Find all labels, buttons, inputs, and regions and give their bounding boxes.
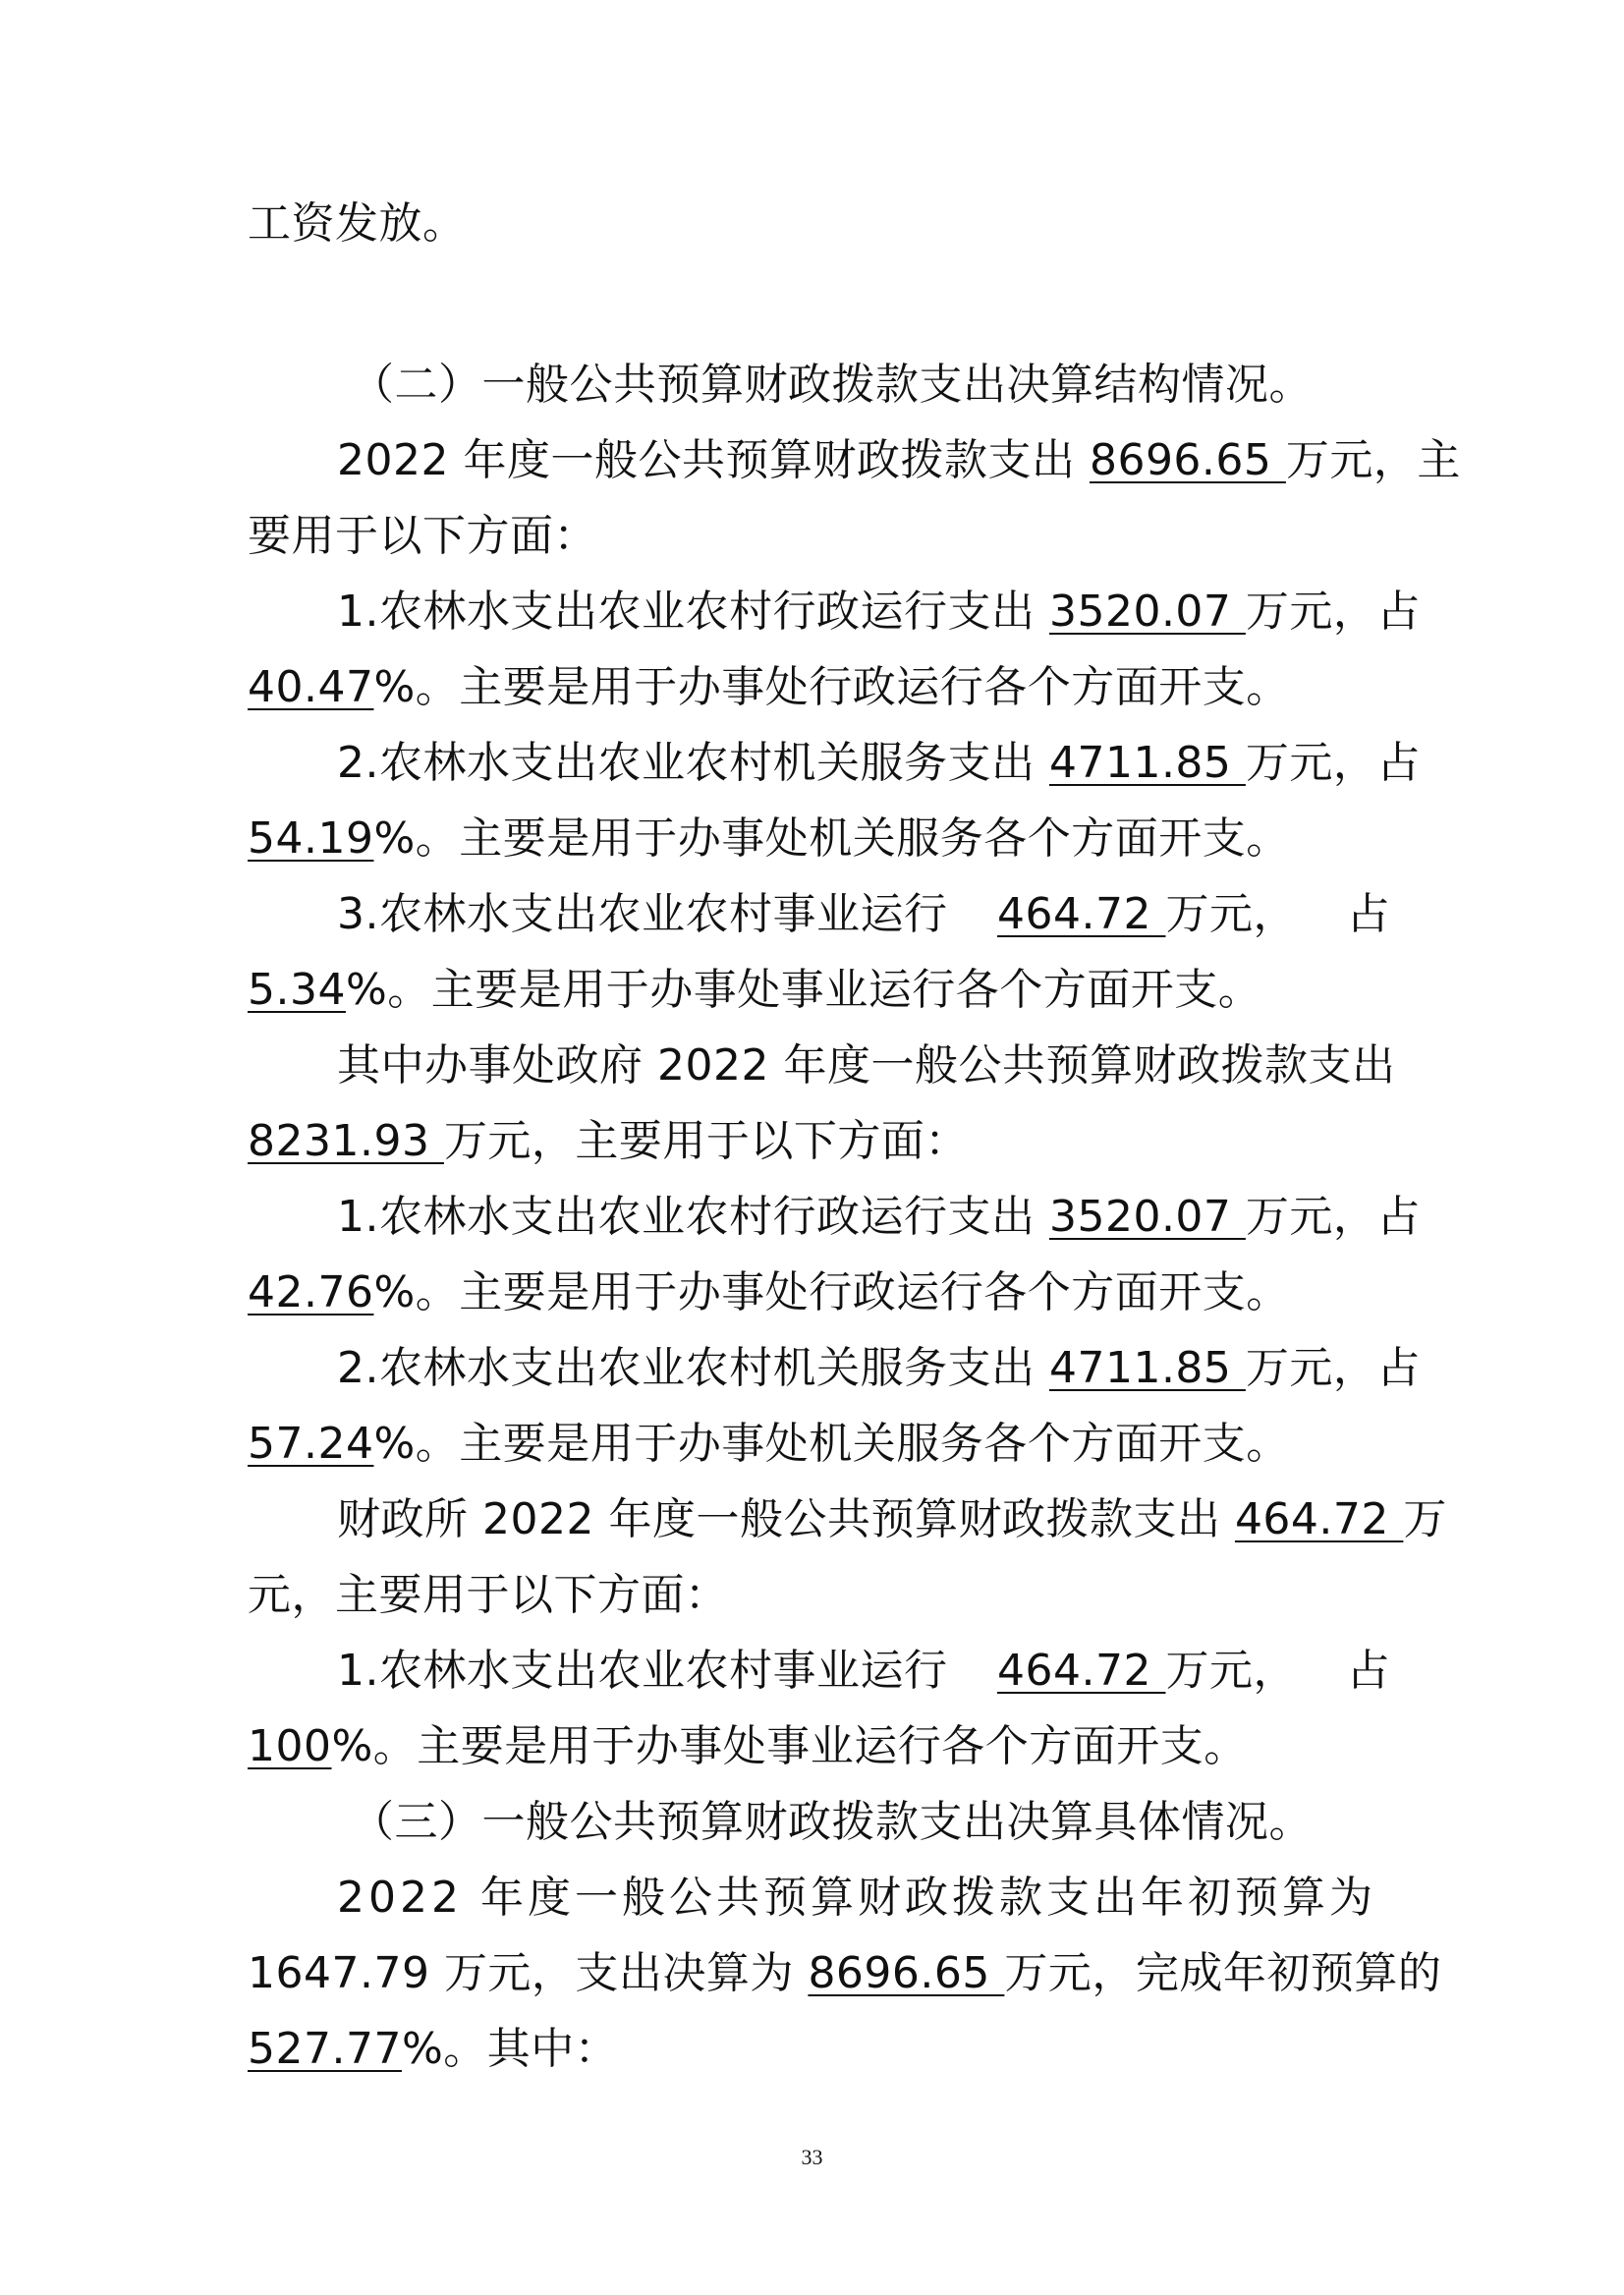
paragraph-line (248, 2020, 618, 2079)
text: 财政所 2022 年度一般公共预算财政拨款支出 (337, 1494, 1235, 1544)
text: 要用于以下方面： (248, 511, 597, 561)
paragraph-line (337, 431, 1461, 490)
amount: 3520.07 (1048, 1192, 1246, 1242)
amount-total: 8696.65 (1089, 435, 1286, 485)
list-item-line (248, 1263, 1290, 1322)
percentage: 527.77 (248, 2024, 402, 2074)
text: 万元， (1165, 889, 1297, 939)
text: 1647.79 万元，支出决算为 (248, 1948, 809, 1998)
amount: 464.72 (997, 1646, 1166, 1696)
text: 2022 年度一般公共预算财政拨款支出年初预算为 (337, 1873, 1376, 1923)
percentage: 42.76 (248, 1267, 374, 1317)
text: 万 (1403, 1494, 1447, 1544)
list-item-line (337, 734, 1421, 793)
amount-total: 464.72 (1234, 1494, 1404, 1544)
paragraph-line (337, 1036, 1395, 1095)
list-item-line (248, 658, 1290, 717)
list-item-line (337, 1642, 1390, 1701)
text: %。主要是用于办事处行政运行各个方面开支。 (373, 1267, 1290, 1317)
text: 1.农林水支出农业农村事业运行 (337, 1646, 948, 1696)
list-item-line (337, 1188, 1421, 1247)
text: %。主要是用于办事处事业运行各个方面开支。 (331, 1721, 1248, 1771)
paragraph-line (337, 1869, 1376, 1928)
amount: 3520.07 (1048, 587, 1246, 637)
paragraph-line (248, 1112, 969, 1171)
paragraph-line (337, 1490, 1447, 1549)
text: 2.农林水支出农业农村机关服务支出 (337, 738, 1049, 788)
text: 工资发放。 (248, 198, 467, 249)
amount-group (997, 1642, 1297, 1701)
text: 万元，占 (1245, 1343, 1421, 1393)
paragraph-line (248, 1944, 1441, 2003)
list-item-line (337, 1339, 1421, 1398)
text: %。其中： (401, 2024, 619, 2074)
list-item-line (248, 810, 1290, 868)
text: 2022 年度一般公共预算财政拨款支出 (337, 435, 1090, 485)
text: 万元，主 (1285, 435, 1461, 485)
page-number: 33 (801, 2145, 823, 2169)
paragraph-line (248, 507, 597, 566)
list-item-line (248, 1415, 1290, 1474)
text: 万元，完成年初预算的 (1004, 1948, 1442, 1998)
percentage: 100 (248, 1721, 332, 1771)
section-heading-3 (351, 1793, 1313, 1852)
text: （二）一般公共预算财政拨款支出决算结构情况。 (351, 360, 1313, 410)
text: %。主要是用于办事处机关服务各个方面开支。 (373, 813, 1290, 864)
amount: 4711.85 (1048, 1343, 1246, 1393)
paragraph-line (248, 195, 467, 253)
text: 占 (1346, 1646, 1390, 1696)
text: 1.农林水支出农业农村行政运行支出 (337, 587, 1049, 637)
amount-group (997, 885, 1297, 944)
text: 其中办事处政府 2022 年度一般公共预算财政拨款支出 (337, 1040, 1396, 1091)
section-heading-2 (351, 356, 1313, 415)
percentage: 54.19 (248, 813, 374, 864)
list-item-line (248, 961, 1261, 1020)
text: 1.农林水支出农业农村行政运行支出 (337, 1192, 1049, 1242)
text: 元，主要用于以下方面： (248, 1570, 729, 1620)
amount-total: 8231.93 (248, 1116, 444, 1166)
percentage: 40.47 (248, 662, 374, 712)
amount-total: 8696.65 (808, 1948, 1005, 1998)
paragraph-line (248, 1566, 729, 1625)
amount: 464.72 (997, 889, 1166, 939)
text: 万元， (1165, 1646, 1297, 1696)
text: 2.农林水支出农业农村机关服务支出 (337, 1343, 1049, 1393)
text: %。主要是用于办事处行政运行各个方面开支。 (373, 662, 1290, 712)
text: %。主要是用于办事处机关服务各个方面开支。 (373, 1419, 1290, 1469)
text: （三）一般公共预算财政拨款支出决算具体情况。 (351, 1797, 1313, 1847)
list-item-line (337, 885, 1390, 944)
text: 万元，占 (1245, 1192, 1421, 1242)
text: 万元，占 (1245, 738, 1421, 788)
text: 3.农林水支出农业农村事业运行 (337, 889, 948, 939)
text: 万元，占 (1245, 587, 1421, 637)
list-item-line (248, 1717, 1248, 1776)
text: %。主要是用于办事处事业运行各个方面开支。 (345, 965, 1262, 1015)
text: 万元，主要用于以下方面： (443, 1116, 969, 1166)
percentage: 57.24 (248, 1419, 374, 1469)
list-item-line (337, 583, 1421, 642)
percentage: 5.34 (248, 965, 346, 1015)
amount: 4711.85 (1048, 738, 1246, 788)
text: 占 (1346, 889, 1390, 939)
